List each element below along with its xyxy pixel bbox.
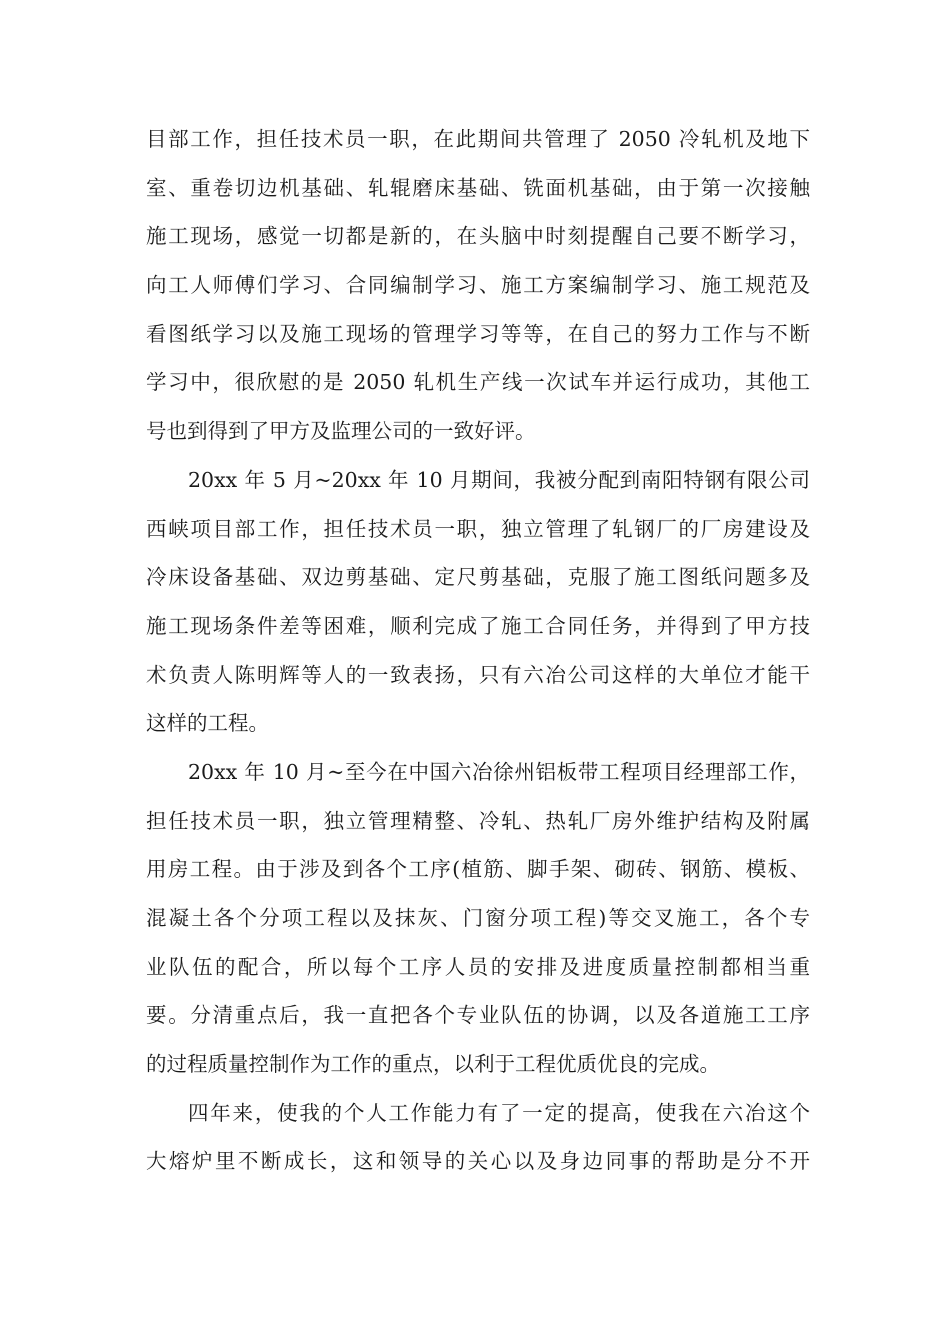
text-line: 目部工作，担任技术员一职，在此期间共管理了 2050 冷轧机及地下 xyxy=(146,127,810,151)
text-line: 这样的工程。 xyxy=(146,711,269,736)
text-line: 要。分清重点后，我一直把各个专业队伍的协调，以及各道施工工序 xyxy=(146,1003,810,1028)
text-line: 20xx 年 10 月~至今在中国六冶徐州铝板带工程项目经理部工作， xyxy=(188,759,810,784)
text-line: 号也到得到了甲方及监理公司的一致好评。 xyxy=(146,419,536,444)
text-line: 向工人师傅们学习、合同编制学习、施工方案编制学习、施工规范及 xyxy=(146,273,810,298)
text-line: 20xx 年 5 月~20xx 年 10 月期间，我被分配到南阳特钢有限公司 xyxy=(188,467,810,492)
text-line: 担任技术员一职，独立管理精整、冷轧、热轧厂房外维护结构及附属 xyxy=(146,808,810,833)
document-body xyxy=(146,115,810,1186)
text-line: 看图纸学习以及施工现场的管理学习等等，在自己的努力工作与不断 xyxy=(146,321,810,346)
text-line: 术负责人陈明辉等人的一致表扬，只有六冶公司这样的大单位才能干 xyxy=(146,662,810,687)
text-line: 的过程质量控制作为工作的重点，以利于工程优质优良的完成。 xyxy=(146,1052,720,1077)
text-line: 业队伍的配合，所以每个工序人员的安排及进度质量控制都相当重 xyxy=(146,954,810,979)
text-line: 四年来，使我的个人工作能力有了一定的提高，使我在六冶这个 xyxy=(188,1100,810,1125)
text-line: 学习中，很欣慰的是 2050 轧机生产线一次试车并运行成功，其他工 xyxy=(146,370,810,395)
text-line: 施工现场条件差等困难，顺利完成了施工合同任务，并得到了甲方技 xyxy=(146,613,810,638)
paragraph-3 xyxy=(146,748,810,1089)
text-line: 西峡项目部工作，担任技术员一职，独立管理了轧钢厂的厂房建设及 xyxy=(146,516,810,541)
text-line: 混凝土各个分项工程以及抹灰、门窗分项工程)等交叉施工，各个专 xyxy=(146,906,810,930)
text-line: 施工现场，感觉一切都是新的，在头脑中时刻提醒自己要不断学习， xyxy=(146,224,810,249)
paragraph-2 xyxy=(146,456,810,748)
text-line: 室、重卷切边机基础、轧辊磨床基础、铣面机基础，由于第一次接触 xyxy=(146,175,810,200)
paragraph-4 xyxy=(146,1089,810,1186)
text-line: 大熔炉里不断成长，这和领导的关心以及身边同事的帮助是分不开 xyxy=(146,1149,810,1174)
text-line: 冷床设备基础、双边剪基础、定尺剪基础，克服了施工图纸问题多及 xyxy=(146,565,810,590)
text-line: 用房工程。由于涉及到各个工序(植筋、脚手架、砌砖、钢筋、模板、 xyxy=(146,857,810,882)
paragraph-1 xyxy=(146,115,810,456)
